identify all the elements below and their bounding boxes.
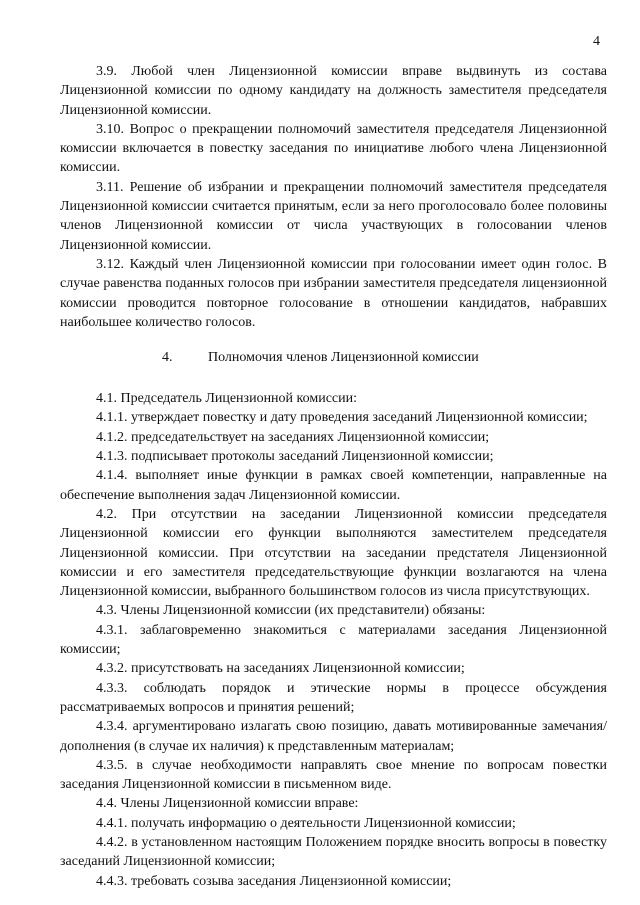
clause-4-4-2: 4.4.2. в установленном настоящим Положением порядке вносить вопросы в повестку заседаний Лицензионной комиссии; [60, 834, 607, 870]
section-heading [60, 348, 607, 367]
clause-3-11: 3.11. Решение об избрании и прекращении полномочий заместителя председателя Лицензионной комиссии считается принятым, если за него проголосовало более половины членов Лицензионной комиссии от числа участвующих в голосовании членов Лицензионной комиссии. [60, 179, 607, 253]
clause-4-3: 4.3. Члены Лицензионной комиссии (их представители) обязаны: [96, 603, 486, 619]
clause-4-3-3: 4.3.3. соблюдать порядок и этические нормы в процессе обсуждения рассматриваемых вопросов и принятия решений; [60, 680, 607, 715]
clause-4-3-5: 4.3.5. в случае необходимости направлять свое мнение по вопросам повестки заседания Лицензионной комиссии в письменном виде. [60, 757, 607, 793]
clause-4-3-2: 4.3.2. присутствовать на заседаниях Лицензионной комиссии; [96, 661, 465, 677]
clauses-section-3 [60, 62, 607, 332]
clause-4-1-1: 4.1.1. утверждает повестку и дату проведения заседаний Лицензионной комиссии; [96, 410, 588, 426]
clause-3-10: 3.10. Вопрос о прекращении полномочий заместителя председателя Лицензионной комиссии включается в повестку заседания по инициативе любого члена Лицензионной комиссии. [60, 121, 607, 176]
page-number: 4 [593, 34, 600, 49]
clause-3-9: 3.9. Любой член Лицензионной комиссии вправе выдвинуть из состава Лицензионной комиссии по одному кандидату на должность заместителя председателя Лицензионной комиссии. [60, 64, 607, 118]
clauses-section-4 [60, 389, 607, 891]
section-number: 4. [162, 350, 173, 366]
clause-4-2: 4.2. При отсутствии на заседании Лицензионной комиссии председателя Лицензионной комиссии его функции выполняются заместителем председателя Лицензионной комиссии. При отсутствии на заседании предстателя Лицензионной комиссии и его заместителя председательствующие функции возлагаются на члена Лицензионной комиссии, выбранного большинством голосов из числа присутствующих. [60, 506, 607, 600]
clause-4-3-4: 4.3.4. аргументировано излагать свою позицию, давать мотивированные замечания/дополнения (в случае их наличия) к представленным материалам; [60, 719, 607, 754]
clause-4-1-4: 4.1.4. выполняет иные функции в рамках своей компетенции, направленные на обеспечение выполнения задач Лицензионной комиссии. [60, 468, 607, 503]
clause-3-12: 3.12. Каждый член Лицензионной комиссии при голосовании имеет один голос. В случае равенства поданных голосов при избрании заместителя председателя лицензионной комиссии проводится повторное голосование в отношении кандидатов, набравших наибольшее количество голосов. [60, 256, 607, 330]
section-title: Полномочия членов Лицензионной комиссии [208, 350, 479, 366]
clause-4-4-3: 4.4.3. требовать созыва заседания Лицензионной комиссии; [96, 873, 452, 889]
clause-4-1-2: 4.1.2. председательствует на заседаниях Лицензионной комиссии; [96, 429, 490, 445]
clause-4-4: 4.4. Члены Лицензионной комиссии вправе: [96, 796, 359, 812]
clause-4-4-1: 4.4.1. получать информацию о деятельности Лицензионной комиссии; [96, 815, 516, 831]
clause-4-1-3: 4.1.3. подписывает протоколы заседаний Лицензионной комиссии; [96, 449, 494, 465]
clause-4-3-1: 4.3.1. заблаговременно знакомиться с материалами заседания Лицензионной комиссии; [60, 622, 607, 658]
clause-4-1: 4.1. Председатель Лицензионной комиссии: [96, 391, 358, 407]
